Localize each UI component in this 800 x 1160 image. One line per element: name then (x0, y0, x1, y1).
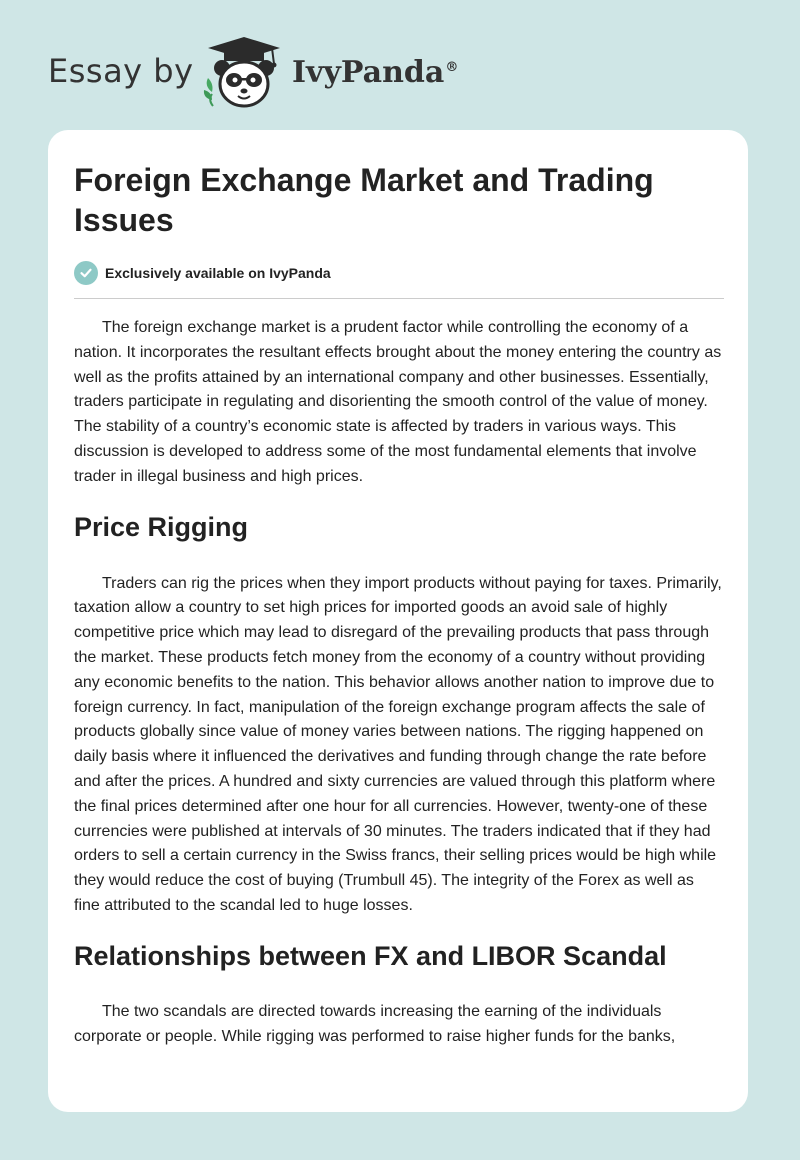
site-header (0, 0, 800, 130)
essay-content (74, 160, 724, 1049)
section-heading-price-rigging: Price Rigging (74, 511, 249, 542)
page-title: Foreign Exchange Market and Trading Issues (74, 162, 654, 238)
checkmark-icon (74, 261, 98, 285)
registered-mark: ® (445, 60, 459, 75)
panda-graduate-icon (200, 34, 282, 110)
divider (74, 298, 724, 299)
brand-name[interactable]: IvyPanda® (292, 55, 459, 90)
intro-paragraph: The foreign exchange market is a prudent factor while controlling the economy of a nation. It incorporates the resultant effects brought about the money entering the country as well as the profits attained by an international company and other businesses. Essentially, traders participate in regulating and disorienting the smooth control of the value of money. The stability of a country’s economic state is affected by traders in various ways. This discussion is developed to address some of the most fundamental elements that involve trader in illegal business and high prices. (74, 319, 722, 485)
essay-card (48, 130, 748, 1112)
exclusive-notice (74, 260, 724, 286)
section-heading-fx-libor: Relationships between FX and LIBOR Scandal (74, 940, 667, 971)
price-rigging-paragraph: Traders can rig the prices when they import products without paying for taxes. Primarily, taxation allow a country to set high prices for imported goods an avoid sale of highly competitive price which may lead to disregard of the prevailing products that pass through the market. These products fetch money from the economy of a country without providing any economic benefits to the nation. This behavior allows another nation to improve due to foreign currency. In fact, manipulation of the foreign exchange program affects the sale of products globally since value of money varies between nations. The rigging happened on daily basis where it influenced the derivatives and funding through change the rate before and after the prices. A hundred and sixty currencies are valued through this platform where the final prices determined after one hour for all currencies. However, twenty-one of these currencies were published at intervals of 30 minutes. The traders indicated that if they had orders to sell a certain currency in the Swiss francs, their selling prices would be high while they would reduce the cost of buying (Trumbull 45). The integrity of the Forex as well as fine attributed to the scandal led to huge losses. (74, 574, 722, 914)
fx-libor-paragraph: The two scandals are directed towards increasing the earning of the individuals corporate or people. While rigging was performed to raise higher funds for the banks, (74, 1002, 676, 1045)
exclusive-label: Exclusively available on IvyPanda (105, 265, 331, 281)
brand-prefix: Essay by (48, 52, 194, 90)
